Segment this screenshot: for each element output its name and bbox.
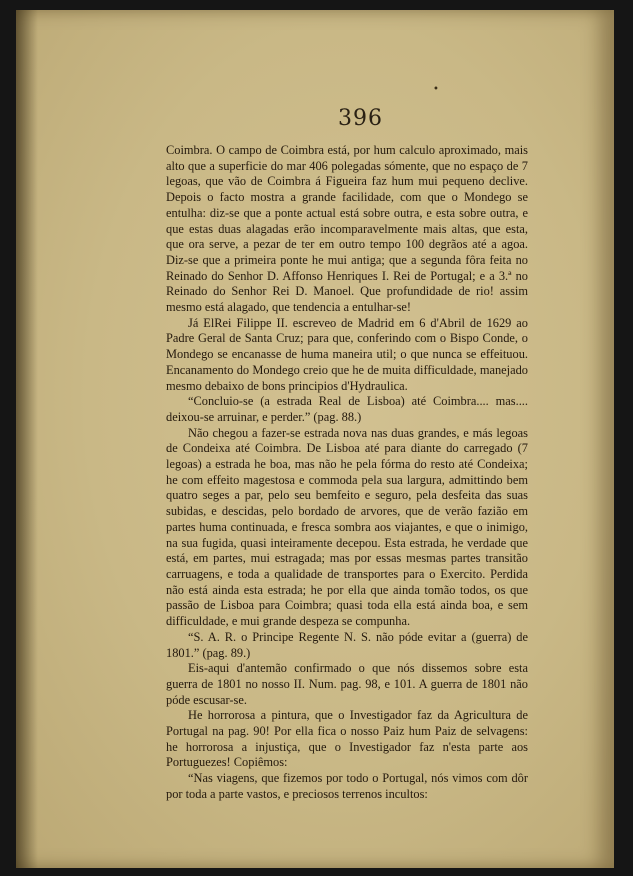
quote-paragraph: “Concluio-se (a estrada Real de Lisboa) até Coimbra.... mas.... deixou-se arruinar, e perder.” (pag. 88.)	[166, 394, 528, 424]
paragraph: Coimbra. O campo de Coimbra está, por hum calculo aproximado, mais alto que a superficie do mar 406 polegadas sómente, que no espaço de 7 legoas, que vão de Coimbra á Figueira faz hum mui pequeno declive. Depois o facto mostra a grande facilidade, com que o Mondego se entulha: diz-se que a ponte actual está sobre outra, e esta sobre outra, e que estas duas alagadas erão incomparavelmente mais altas, que esta, que ora serve, a pezar de ter em outro tempo 100 degrãos até a agoa. Diz-se que a primeira ponte he mui antiga; que a segunda fôra feita no Reinado do Senhor D. Affonso Henriques I. Rei de Portugal; e a 3.ª no Reinado do Senhor Rei D. Manoel. Que profundidade de rio! assim mesmo está alagado, que tendencia a entulhar-se!	[166, 143, 528, 315]
page-gutter-shadow	[16, 10, 38, 868]
book-page	[16, 10, 614, 868]
quote-paragraph: “S. A. R. o Principe Regente N. S. não póde evitar a (guerra) de 1801.” (pag. 89.)	[166, 629, 528, 660]
paragraph: Eis-aqui d'antemão confirmado o que nós dissemos sobre esta guerra de 1801 no nosso II. Num. pag. 98, e 101. A guerra de 1801 não póde escusar-se.	[166, 661, 528, 707]
paragraph: Não chegou a fazer-se estrada nova nas duas grandes, e más legoas de Condeixa até Coimbra. De Lisboa até para diante do carregado (7 legoas) a estrada he boa, mas não he pela fórma do resto até Condeixa; he com effeito magestosa e commoda pela sua largura, admittindo bem quatro seges a par, pelo seu bemfeito e seguro, pela desfeita das suas subidas, e descidas, pelo bordado de arvores, que de verão fazião em partes huma continuada, e fresca sombra aos viajantes, e que o inimigo, na sua fugida, quasi inteiramente decepou. Esta estrada, he verdade que está, em partes, mui estragada; mas por essas mesmas partes transitão carruagens, e toda a qualidade de transportes para o Exercito. Perdida não está ainda esta estrada; he por ella que ainda tomão todos, os que passão de Lisboa para Coimbra; quasi toda ella está ainda boa, e sem difficuldade, e mui grande despeza se compunha.	[166, 425, 528, 629]
paragraph: Já ElRei Filippe II. escreveo de Madrid em 6 d'Abril de 1629 ao Padre Geral de Santa Cruz; para que, conferindo com o Bispo Conde, o Mondego se encanasse de huma maneira util; o que nunca se effeituou. Encanamento do Mondego creio que he de muita difficuldade, manejado mesmo debaixo de bons principios d'Hydraulica.	[166, 315, 528, 393]
body-text	[166, 143, 528, 803]
paragraph: He horrorosa a pintura, que o Investigador faz da Agricultura de Portugal na pag. 90! Por ella fica o nosso Paiz hum Paiz de selvagens: he horrorosa a injustiça, que o Investigador faz n'esta parte aos Portuguezes! Copiêmos:	[166, 708, 528, 770]
quote-paragraph: “Nas viagens, que fizemos por todo o Portugal, nós vimos com dôr por toda a parte vastos, e preciosos terrenos incultos:	[166, 771, 528, 801]
printer-mark: •	[433, 84, 439, 95]
page-number: 396	[338, 106, 383, 131]
